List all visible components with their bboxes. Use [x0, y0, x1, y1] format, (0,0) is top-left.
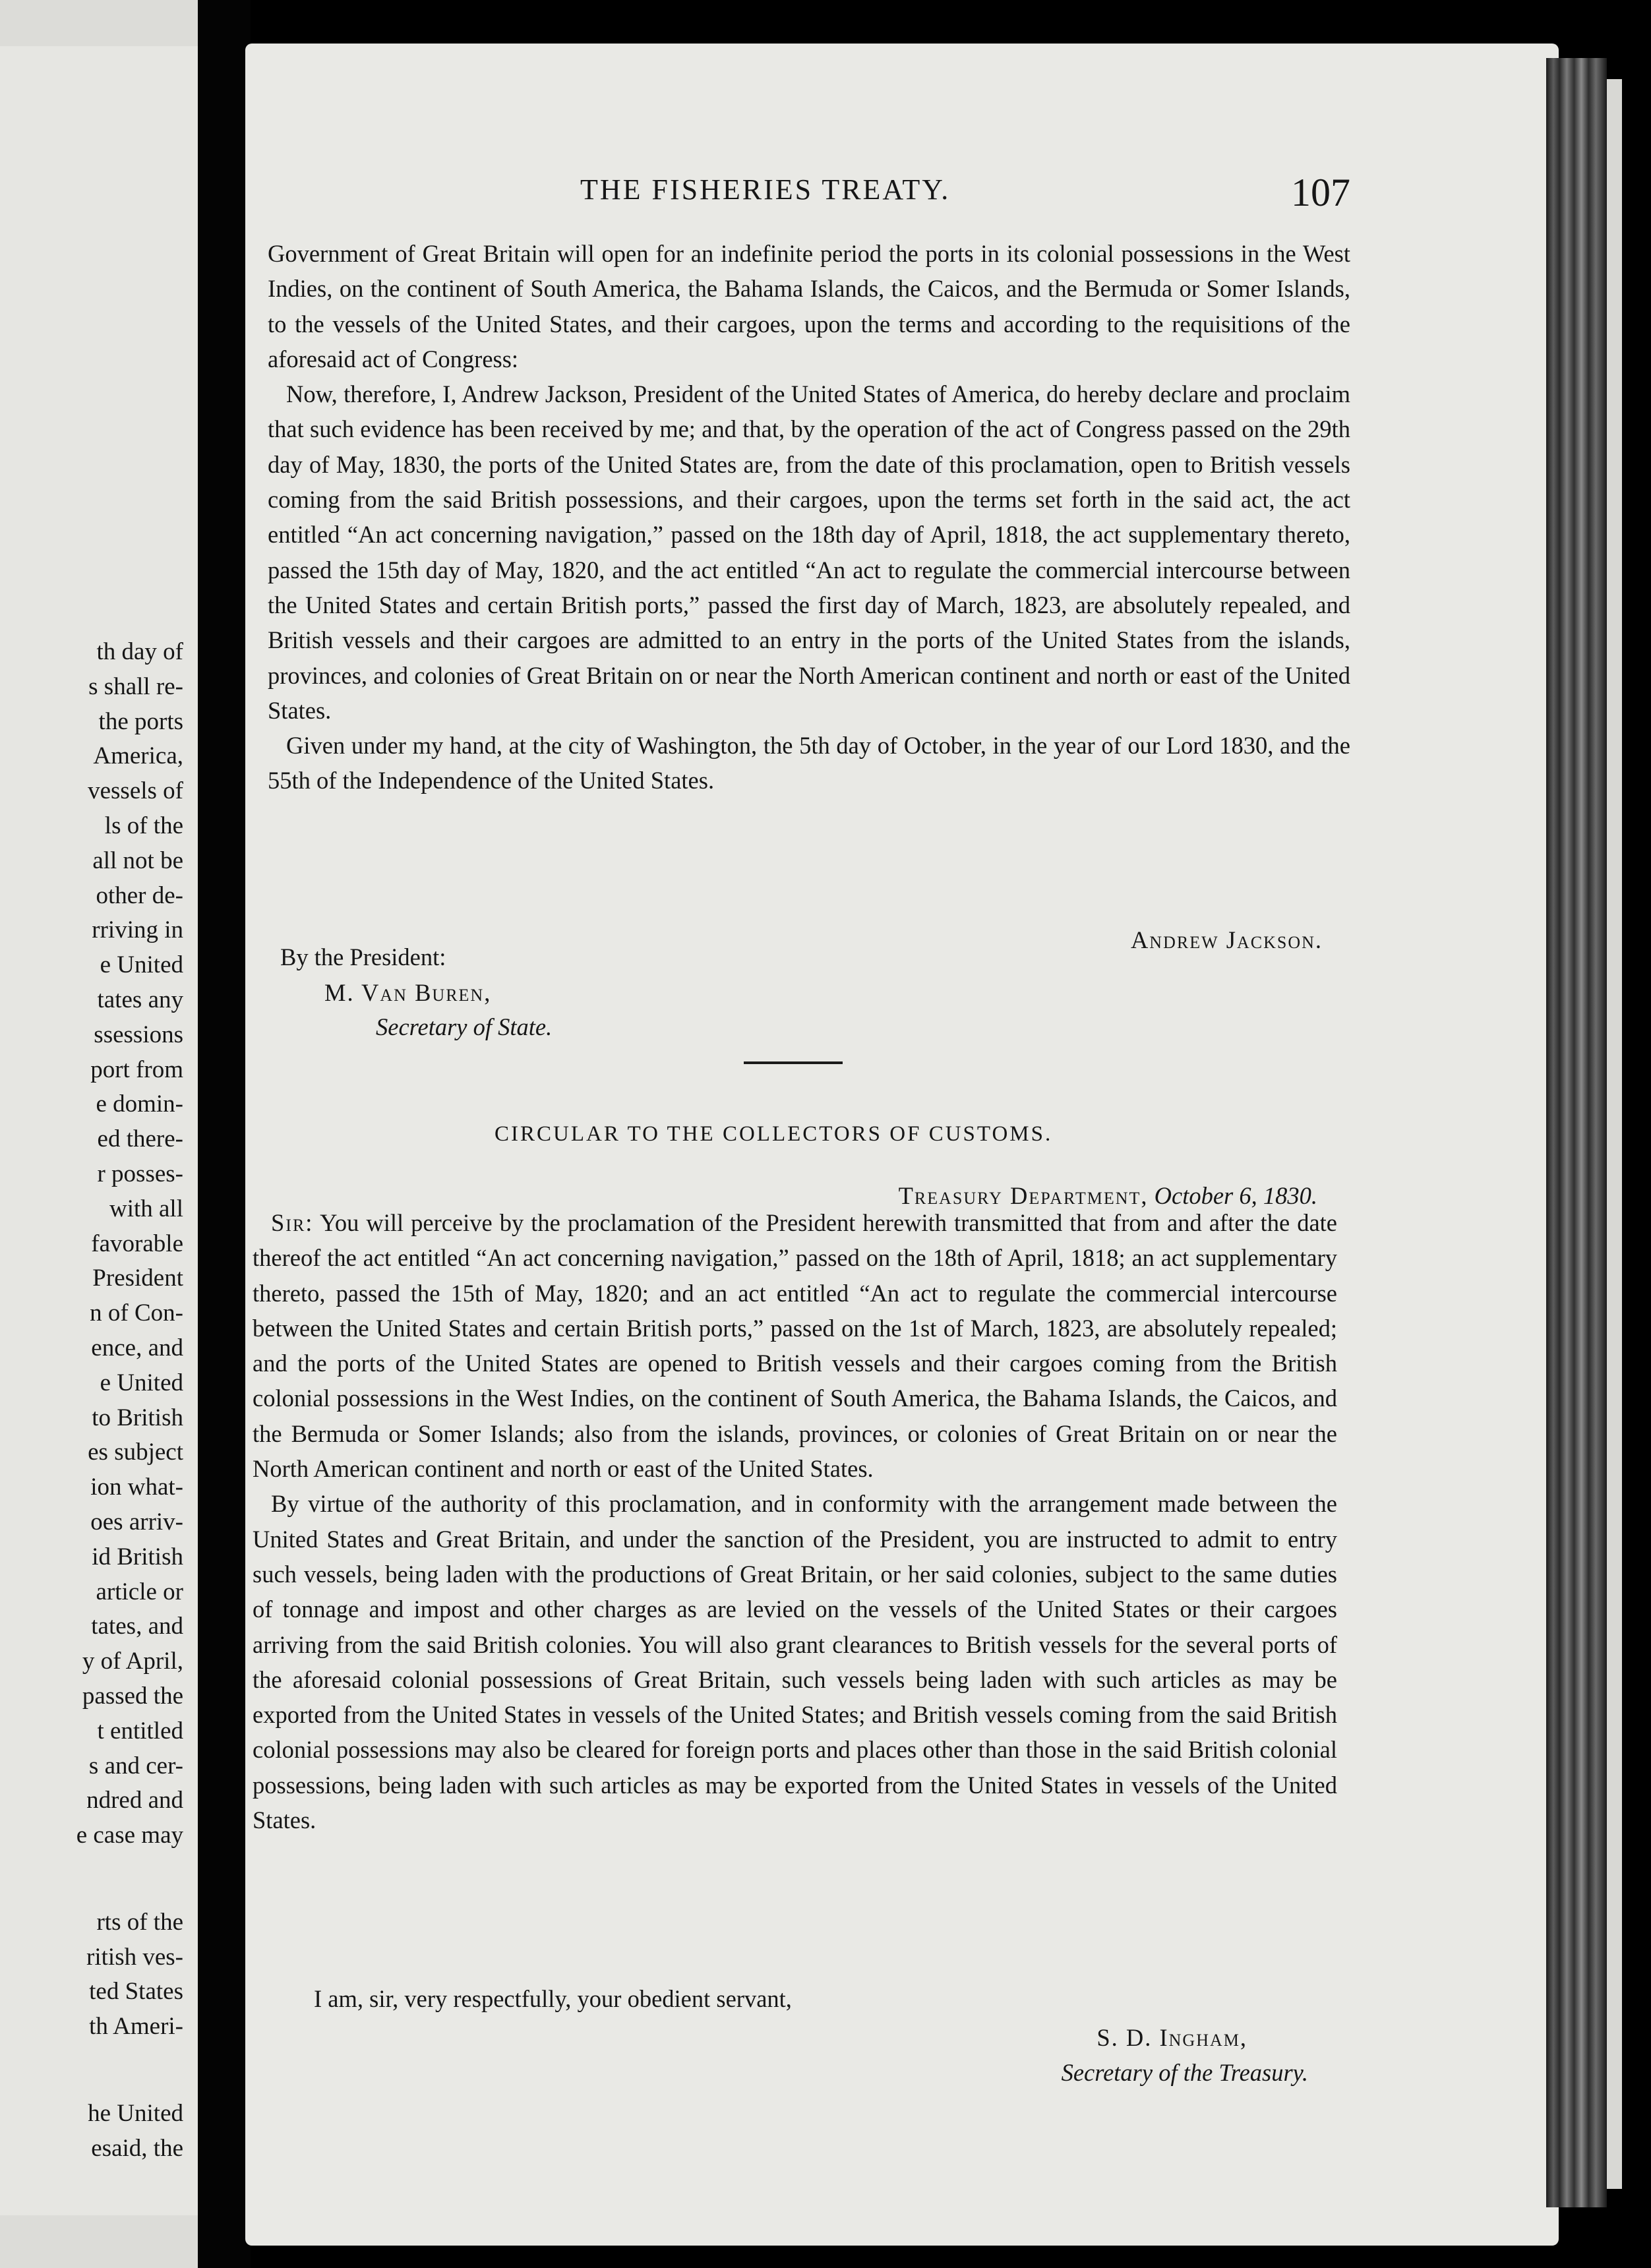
page-number: 107: [1291, 171, 1350, 214]
facing-page-line: ls of the: [104, 812, 183, 839]
facing-page-line: other de-: [96, 881, 183, 909]
facing-page-line: [0, 1853, 183, 1905]
facing-page-line: ence, and: [91, 1334, 183, 1361]
facing-page-line: article or: [96, 1578, 183, 1605]
running-title: THE FISHERIES TREATY.: [580, 173, 951, 206]
facing-page-line: passed the: [82, 1682, 183, 1710]
facing-page-line: id British: [92, 1543, 183, 1570]
facing-page-line: th Ameri-: [89, 2013, 183, 2041]
facing-page-line: ssessions: [94, 1021, 183, 1048]
closing-line: I am, sir, very respectfully, your obedient servant,: [314, 1985, 792, 2012]
treasury-signature: S. D. Ingham,: [1096, 2024, 1247, 2051]
facing-page-line: e United: [100, 951, 183, 979]
facing-page-line: ritish ves-: [86, 1943, 183, 1971]
facing-page-line: r posses-: [97, 1160, 183, 1187]
attestor-title: Secretary of State.: [376, 1013, 553, 1040]
facing-page-line: the ports: [98, 707, 183, 735]
circular-paragraph-text: You will perceive by the proclamation of the President herewith transmitted that from and after the date thereof the act entitled “An act concerning navigation,” passed on the 18th of April, 1818; an act supplementary thereto, passed the 15th of May, 1820; and an act entitled “An act to regulate the commercial intercourse between the United States and certain British ports,” passed on the 1st of March, 1823, are absolutely repealed; and the ports of the United States are opened to British vessels and their cargoes coming from the British colonial possessions in the West Indies, on the continent of South America, the Bahama Islands, the Caicos, and the Bermuda or Somer Islands; also from the islands, provinces, or colonies of Great Britain on or near the North American continent and north or east of the United States.: [253, 1209, 1337, 1483]
page-stack-edge: [1546, 58, 1607, 2207]
facing-page-line: ted States: [89, 1978, 183, 2006]
proclamation-body: [268, 236, 1350, 798]
facing-page-line: vessels of: [88, 777, 183, 805]
president-signature: Andrew Jackson.: [1130, 926, 1323, 953]
facing-page-line: ndred and: [86, 1787, 183, 1814]
facing-page-line: ed there-: [97, 1125, 183, 1153]
facing-page-line: es subject: [88, 1439, 183, 1466]
facing-page-line: America,: [93, 742, 183, 770]
facing-page-line: he United: [88, 2100, 183, 2128]
facing-page-line: favorable: [91, 1230, 183, 1257]
facing-page-line: th day of: [96, 638, 183, 665]
treasury-signatory-title: Secretary of the Treasury.: [1061, 2059, 1308, 2086]
facing-page-line: esaid, the: [91, 2134, 183, 2162]
section-divider: [744, 1061, 843, 1064]
facing-page-line: [0, 2044, 183, 2097]
facing-page-line: y of April,: [82, 1648, 183, 1675]
facing-page-text: [0, 635, 183, 2166]
book-gutter: [198, 0, 251, 2268]
facing-page-line: s and cer-: [88, 1752, 183, 1779]
facing-page-line: e domin-: [96, 1090, 183, 1118]
circular-body: [253, 1205, 1337, 1837]
proclamation-paragraph: Government of Great Britain will open for an indefinite period the ports in its colonial possessions in the West Indies, on the continent of South America, the Bahama Islands, the Caicos, and the Bermuda or Somer Islands, to the vessels of the United States, and their cargoes, upon the terms and according to the requisitions of the aforesaid act of Congress:: [268, 240, 1350, 373]
facing-page-line: all not be: [92, 847, 183, 874]
facing-page-line: e United: [100, 1369, 183, 1396]
facing-page-line: n of Con-: [90, 1299, 183, 1327]
attestation-line: By the President:: [280, 943, 446, 970]
proclamation-paragraph: Now, therefore, I, Andrew Jackson, President of the United States of America, do hereby declare and proclaim that such evidence has been received by me; and that, by the operation of the act of Congress passed on the 29th day of May, 1830, the ports of the United States are, from the date of this proclamation, open to British vessels coming from the said British possessions, and their cargoes, upon the terms set forth in the said act, the act entitled “An act concerning navigation,” passed on the 18th day of April, 1818, the act supplementary thereto, passed the 15th day of May, 1820, and the act entitled “An act to regulate the commercial intercourse between the United States and certain British ports,” passed the first day of March, 1823, are absolutely repealed, and British vessels and their cargoes are admitted to an entry in the ports of the United States from the islands, provinces, and colonies of Great Britain on or near the North American continent and north or east of the United States.: [268, 380, 1350, 724]
facing-page-line: rts of the: [96, 1908, 183, 1936]
salutation: Sir:: [271, 1209, 314, 1236]
facing-page-line: oes arriv-: [90, 1508, 183, 1536]
facing-page-line: President: [92, 1265, 183, 1292]
facing-page-line: port from: [90, 1056, 183, 1083]
facing-page: [0, 0, 198, 2268]
facing-page-line: to British: [92, 1404, 183, 1431]
facing-page-line: s shall re-: [88, 672, 183, 700]
proclamation-paragraph: Given under my hand, at the city of Washington, the 5th day of October, in the year of our Lord 1830, and the 55th of the Independence of the United States.: [268, 732, 1350, 794]
circular-heading: CIRCULAR TO THE COLLECTORS OF CUSTOMS.: [495, 1122, 1053, 1146]
facing-page-line: ion what-: [90, 1474, 183, 1501]
facing-page-line: e case may: [76, 1822, 183, 1849]
circular-paragraph: By virtue of the authority of this proclamation, and in conformity with the arrangement made between the United States and Great Britain, and under the sanction of the President, you are instructed to admit to entry such vessels, being laden with the productions of Great Britain, or her said colonies, subject to the same duties of tonnage and impost and other charges as are levied on the vessels of the United States or their cargoes arriving from the said British colonies. You will also grant clearances to British vessels for the several ports of the aforesaid colonial possessions of Great Britain, such vessels being laden with such articles as may be exported from the United States in vessels of the United States; and British vessels coming from the said British colonial possessions may also be cleared for foreign ports and places other than those in the said British colonial possessions, being laden with such articles as may be exported from the United States in vessels of the United States.: [253, 1490, 1337, 1834]
attestor-name: M. Van Buren,: [324, 979, 492, 1006]
circular-paragraph: [253, 1205, 1337, 1486]
facing-page-line: t entitled: [97, 1717, 183, 1745]
facing-page-line: tates any: [97, 986, 183, 1013]
facing-page-line: tates, and: [91, 1613, 183, 1640]
department-name: Treasury Department,: [898, 1182, 1149, 1209]
circular-date: October 6, 1830.: [1154, 1182, 1317, 1209]
facing-page-line: rriving in: [92, 916, 183, 944]
facing-page-line: with all: [109, 1195, 183, 1222]
